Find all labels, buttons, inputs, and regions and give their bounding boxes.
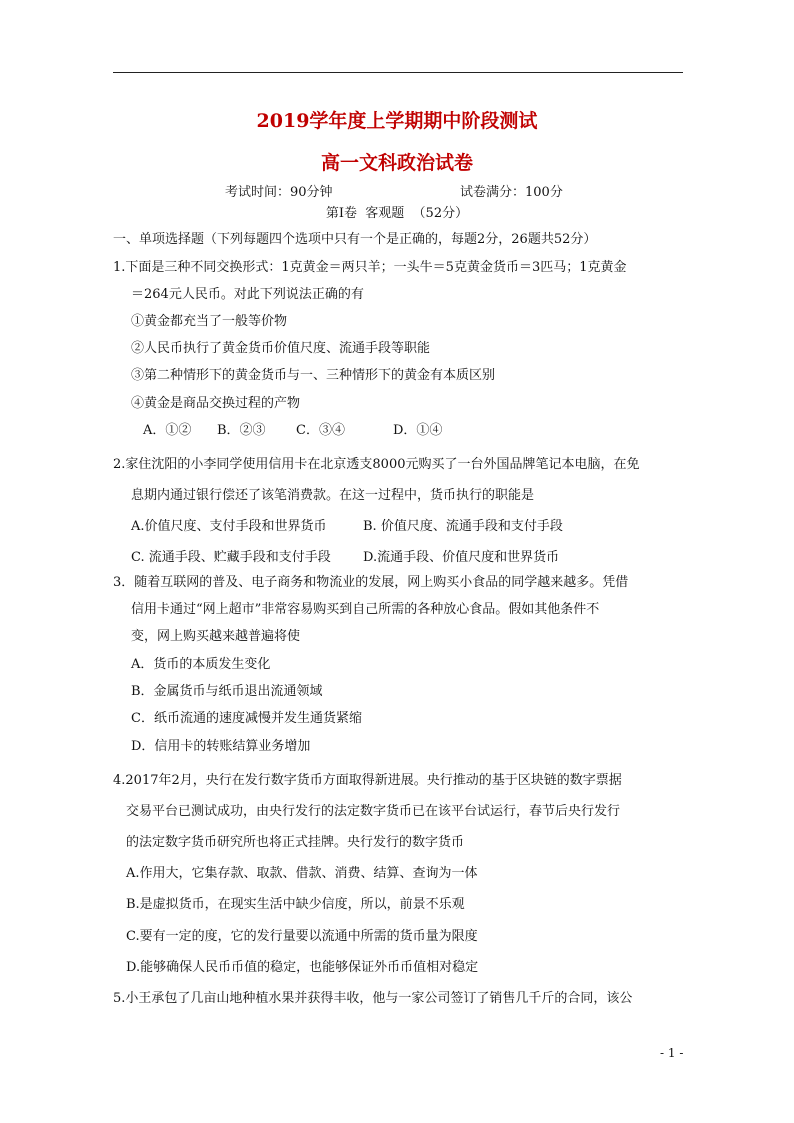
q4-option-d: D.能够确保人民币币值的稳定，也能够保证外币币值相对稳定: [126, 960, 479, 975]
q1-option-a: A．①②: [143, 423, 192, 438]
q1-statement-3: ③第二种情形下的黄金货币与一、三种情形下的黄金有本质区别: [131, 368, 496, 383]
q4-option-c: C.要有一定的度，它的发行量要以流通中所需的货币量为限度: [126, 929, 478, 944]
exam-time: 考试时间：90分钟: [225, 185, 333, 200]
q4-stem-line-2: 交易平台已测试成功，由央行发行的法定数字货币已在该平台试运行，春节后央行发行: [126, 804, 621, 819]
q3-option-c: C．纸币流通的速度减慢并发生通货紧缩: [131, 711, 362, 726]
page-number: - 1 -: [660, 1046, 684, 1060]
q4-stem-line-3: 的法定数字货币研究所也将正式挂牌。央行发行的数字货币: [126, 835, 465, 850]
q2-option-b: B. 价值尺度、流通手段和支付手段: [363, 519, 563, 534]
part-heading: 一、单项选择题（下列每题四个选项中只有一个是正确的，每题2分，26题共52分）: [113, 232, 597, 247]
q2-stem-line-2: 息期内通过银行偿还了该笔消费款。在这一过程中，货币执行的职能是: [131, 488, 535, 503]
q2-option-d: D.流通手段、价值尺度和世界货币: [363, 550, 560, 565]
header-rule: [113, 72, 683, 73]
q5-stem-line-1: 5.小王承包了几亩山地种植水果并获得丰收，他与一家公司签订了销售几千斤的合同，该公: [113, 991, 633, 1006]
q3-option-d: D．信用卡的转账结算业务增加: [131, 739, 311, 754]
exam-subtitle: 高一文科政治试卷: [320, 152, 473, 174]
q1-option-c: C．③④: [296, 423, 345, 438]
q4-option-b: B.是虚拟货币，在现实生活中缺少信度，所以，前景不乐观: [126, 897, 465, 912]
q3-stem-line-1: 3．随着互联网的普及、电子商务和物流业的发展，网上购买小食品的同学越来越多。凭借: [113, 575, 629, 590]
q1-stem-line-2: ＝264元人民币。对此下列说法正确的有: [131, 287, 364, 302]
q2-stem-line-1: 2.家住沈阳的小李同学使用信用卡在北京透支8000元购买了一台外国品牌笔记本电脑，在免: [113, 457, 640, 472]
q3-option-b: B．金属货币与纸币退出流通领域: [131, 684, 323, 699]
q4-stem-line-1: 4.2017年2月，央行在发行数字货币方面取得新进展。央行推动的基于区块链的数字票据: [113, 773, 622, 788]
q1-stem-line-1: 1.下面是三种不同交换形式：1克黄金＝两只羊；一头牛＝5克黄金货币＝3匹马；1克黄金: [113, 260, 627, 275]
q1-option-d: D．①④: [393, 423, 443, 438]
q1-statement-4: ④黄金是商品交换过程的产物: [131, 396, 301, 411]
q1-option-b: B．②③: [217, 423, 266, 438]
full-score: 试卷满分：100分: [460, 185, 563, 200]
q4-option-a: A.作用大，它集存款、取款、借款、消费、结算、查询为一体: [126, 866, 478, 881]
q2-option-a: A.价值尺度、支付手段和世界货币: [131, 519, 327, 534]
q1-statement-1: ①黄金都充当了一般等价物: [131, 314, 288, 329]
q2-option-c: C. 流通手段、贮藏手段和支付手段: [131, 550, 331, 565]
q3-stem-line-2: 信用卡通过“网上超市”非常容易购买到自己所需的各种放心食品。假如其他条件不: [131, 602, 600, 617]
exam-title: 2019学年度上学期期中阶段测试: [256, 110, 538, 132]
q1-statement-2: ②人民币执行了黄金货币价值尺度、流通手段等职能: [131, 341, 431, 356]
q3-stem-line-3: 变，网上购买越来越普遍将使: [131, 629, 301, 644]
section-heading: 第Ⅰ卷 客观题 （52分）: [325, 206, 469, 221]
q3-option-a: A．货币的本质发生变化: [131, 657, 271, 672]
